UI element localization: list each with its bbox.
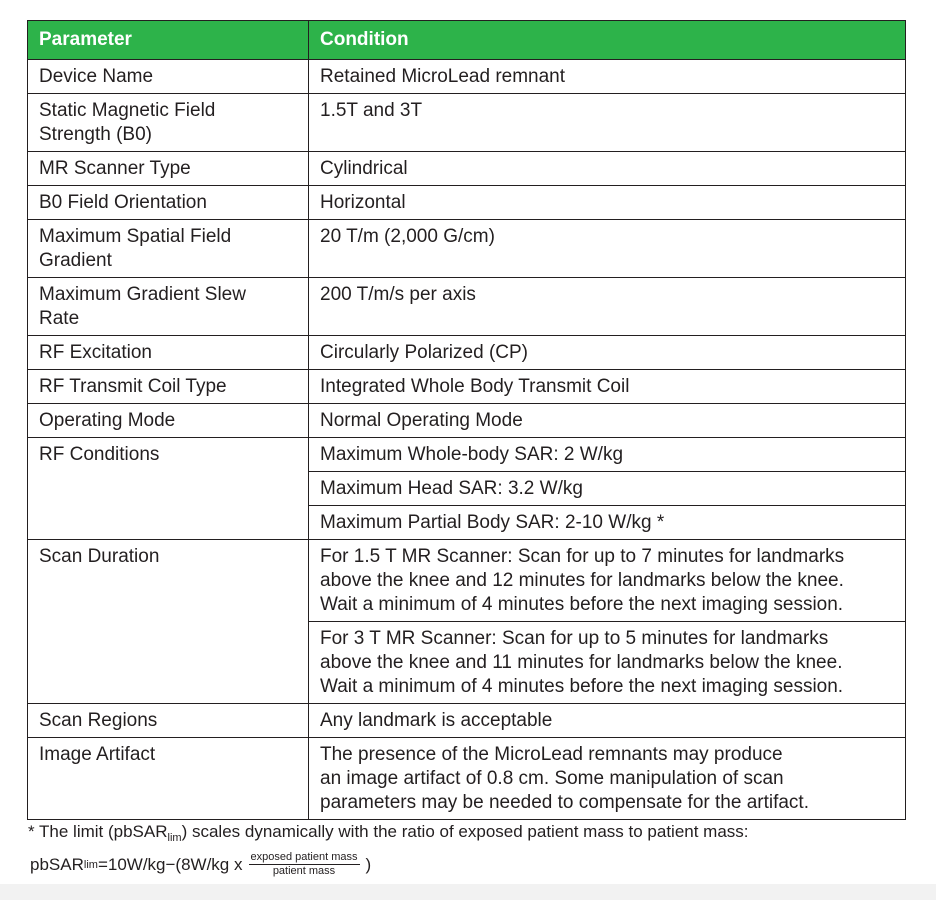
condition-cell — [309, 622, 906, 704]
parameter-text: Maximum Spatial Field — [39, 226, 232, 247]
parameter-cell — [28, 540, 309, 704]
parameter-text: MR Scanner Type — [39, 158, 191, 179]
parameter-text: Device Name — [39, 66, 154, 87]
condition-text: above the knee and 11 minutes for landmarks below the knee. — [320, 652, 843, 673]
condition-text: above the knee and 12 minutes for landmarks below the knee. — [320, 570, 844, 591]
table-row — [28, 370, 906, 404]
condition-text: For 1.5 T MR Scanner: Scan for up to 7 minutes for landmarks — [320, 546, 845, 567]
formula-rhs: =10W/kg−(8W/kg x — [97, 854, 243, 874]
condition-text: Maximum Whole-body SAR: 2 W/kg — [320, 444, 624, 465]
condition-text: parameters may be needed to compensate for the artifact. — [320, 792, 809, 813]
fraction-numerator: exposed patient mass — [250, 851, 358, 863]
condition-text: Normal Operating Mode — [320, 410, 523, 431]
condition-text: 1.5T and 3T — [320, 100, 423, 121]
table-row — [28, 336, 906, 370]
table-body — [28, 60, 906, 820]
parameter-cell — [28, 336, 309, 370]
parameter-text: Static Magnetic Field — [39, 100, 216, 121]
parameter-text: Scan Regions — [39, 710, 158, 731]
condition-text: Maximum Partial Body SAR: 2-10 W/kg * — [320, 512, 665, 533]
footnote-subscript: lim — [167, 832, 182, 844]
parameter-text: B0 Field Orientation — [39, 192, 207, 213]
condition-text: 200 T/m/s per axis — [320, 284, 476, 305]
table-row — [28, 94, 906, 152]
condition-cell — [309, 152, 906, 186]
fraction-denominator: patient mass — [272, 865, 336, 877]
table-row — [28, 152, 906, 186]
parameter-cell — [28, 438, 309, 540]
condition-text: Cylindrical — [320, 158, 408, 179]
condition-cell — [309, 370, 906, 404]
parameter-text: Strength (B0) — [39, 124, 152, 145]
footnote-suffix: ) scales dynamically with the ratio of exposed patient mass to patient mass: — [181, 822, 749, 841]
page-bottom-strip — [0, 884, 936, 900]
mr-conditions-table — [27, 20, 906, 820]
parameter-cell — [28, 186, 309, 220]
condition-cell — [309, 404, 906, 438]
parameter-cell — [28, 220, 309, 278]
footnote — [28, 822, 749, 844]
condition-text: Horizontal — [320, 192, 406, 213]
formula — [30, 851, 371, 878]
header-parameter: Parameter — [28, 21, 309, 60]
table-row — [28, 60, 906, 94]
parameter-cell — [28, 370, 309, 404]
condition-text: Integrated Whole Body Transmit Coil — [320, 376, 630, 397]
condition-text: Circularly Polarized (CP) — [320, 342, 528, 363]
parameter-text: RF Conditions — [39, 444, 160, 465]
parameter-text: Gradient — [39, 250, 112, 271]
condition-cell — [309, 738, 906, 820]
parameter-cell — [28, 404, 309, 438]
table-row — [28, 220, 906, 278]
condition-cell — [309, 94, 906, 152]
condition-text: Wait a minimum of 4 minutes before the next imaging session. — [320, 594, 844, 615]
condition-cell — [309, 704, 906, 738]
parameter-cell — [28, 738, 309, 820]
parameter-text: Scan Duration — [39, 546, 160, 567]
parameter-text: Maximum Gradient Slew — [39, 284, 246, 305]
condition-cell — [309, 186, 906, 220]
condition-text: Maximum Head SAR: 3.2 W/kg — [320, 478, 583, 499]
formula-close: ) — [365, 854, 372, 874]
condition-text: 20 T/m (2,000 G/cm) — [320, 226, 495, 247]
parameter-cell — [28, 60, 309, 94]
parameter-text: RF Excitation — [39, 342, 152, 363]
parameter-cell — [28, 704, 309, 738]
table-row — [28, 738, 906, 820]
table-header-row — [28, 21, 906, 60]
condition-cell — [309, 278, 906, 336]
condition-text: For 3 T MR Scanner: Scan for up to 5 minutes for landmarks — [320, 628, 829, 649]
table-row — [28, 438, 906, 472]
formula-fraction — [249, 851, 360, 878]
condition-cell — [309, 438, 906, 472]
table-row — [28, 540, 906, 622]
table-row — [28, 186, 906, 220]
parameter-cell — [28, 278, 309, 336]
parameter-text: Operating Mode — [39, 410, 176, 431]
condition-text: Any landmark is acceptable — [320, 710, 553, 731]
parameter-cell — [28, 94, 309, 152]
parameter-text: Image Artifact — [39, 744, 156, 765]
condition-cell — [309, 220, 906, 278]
condition-text: Wait a minimum of 4 minutes before the next imaging session. — [320, 676, 844, 697]
parameter-cell — [28, 152, 309, 186]
condition-cell — [309, 336, 906, 370]
condition-text: an image artifact of 0.8 cm. Some manipulation of scan — [320, 768, 784, 789]
condition-cell — [309, 60, 906, 94]
condition-cell — [309, 506, 906, 540]
condition-text: The presence of the MicroLead remnants may produce — [320, 744, 783, 765]
condition-cell — [309, 540, 906, 622]
formula-lhs: pbSAR — [30, 854, 84, 874]
table-row — [28, 704, 906, 738]
table-row — [28, 278, 906, 336]
footnote-prefix: * The limit (pbSAR — [28, 822, 168, 841]
parameter-text: RF Transmit Coil Type — [39, 376, 227, 397]
formula-lhs-subscript: lim — [83, 858, 98, 871]
condition-text: Retained MicroLead remnant — [320, 66, 566, 87]
header-condition: Condition — [309, 21, 906, 60]
parameter-text: Rate — [39, 308, 80, 329]
table-row — [28, 404, 906, 438]
condition-cell — [309, 472, 906, 506]
